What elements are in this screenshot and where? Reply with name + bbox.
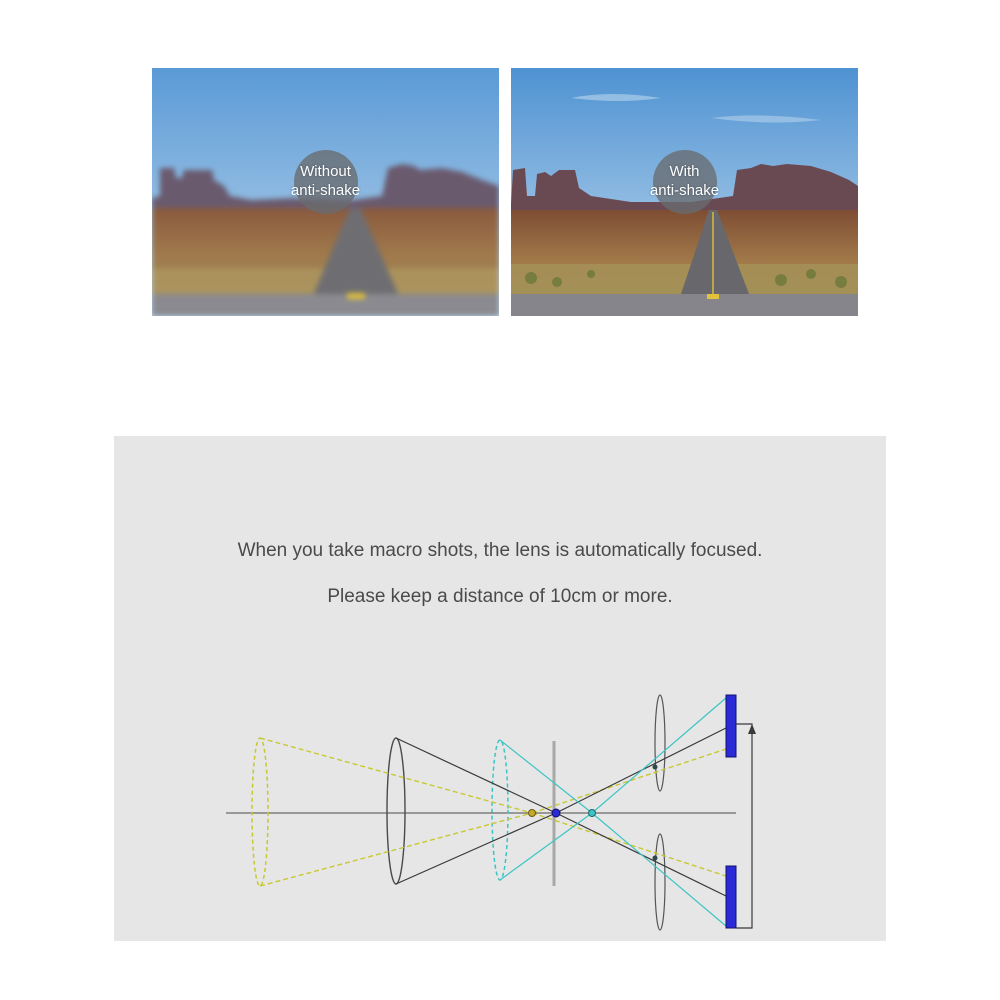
near-object-ellipse [492,740,508,880]
dark-rays [396,728,726,896]
badge-caption [511,162,858,200]
photo-with-anti-shake [511,68,858,316]
badge-line-2: anti-shake [649,182,720,199]
macro-info-panel [114,436,886,941]
lower-sensor [726,866,736,928]
upper-lens-point [653,765,658,770]
badge-line-2: anti-shake [290,182,361,199]
lower-lens [655,834,665,930]
bracket-line [736,724,752,928]
up-arrow-icon [748,724,756,734]
lower-lens-point [653,856,658,861]
badge-caption [152,162,499,200]
upper-sensor [726,695,736,757]
far-object-ellipse [252,738,268,886]
yellow-rays [260,738,726,886]
distance-caption: Please keep a distance of 10cm or more. [327,586,673,607]
upper-lens [655,695,665,791]
far-focus-point [529,810,536,817]
lens-optics-diagram [114,436,886,941]
badge-line-1: Without [300,163,351,180]
photo-without-anti-shake [152,68,499,316]
badge-line-1: With [669,163,700,180]
macro-focus-caption: When you take macro shots, the lens is automatically focused. [237,540,763,561]
center-focus-point [552,809,560,817]
main-lens [387,738,405,884]
near-focus-point [589,810,596,817]
